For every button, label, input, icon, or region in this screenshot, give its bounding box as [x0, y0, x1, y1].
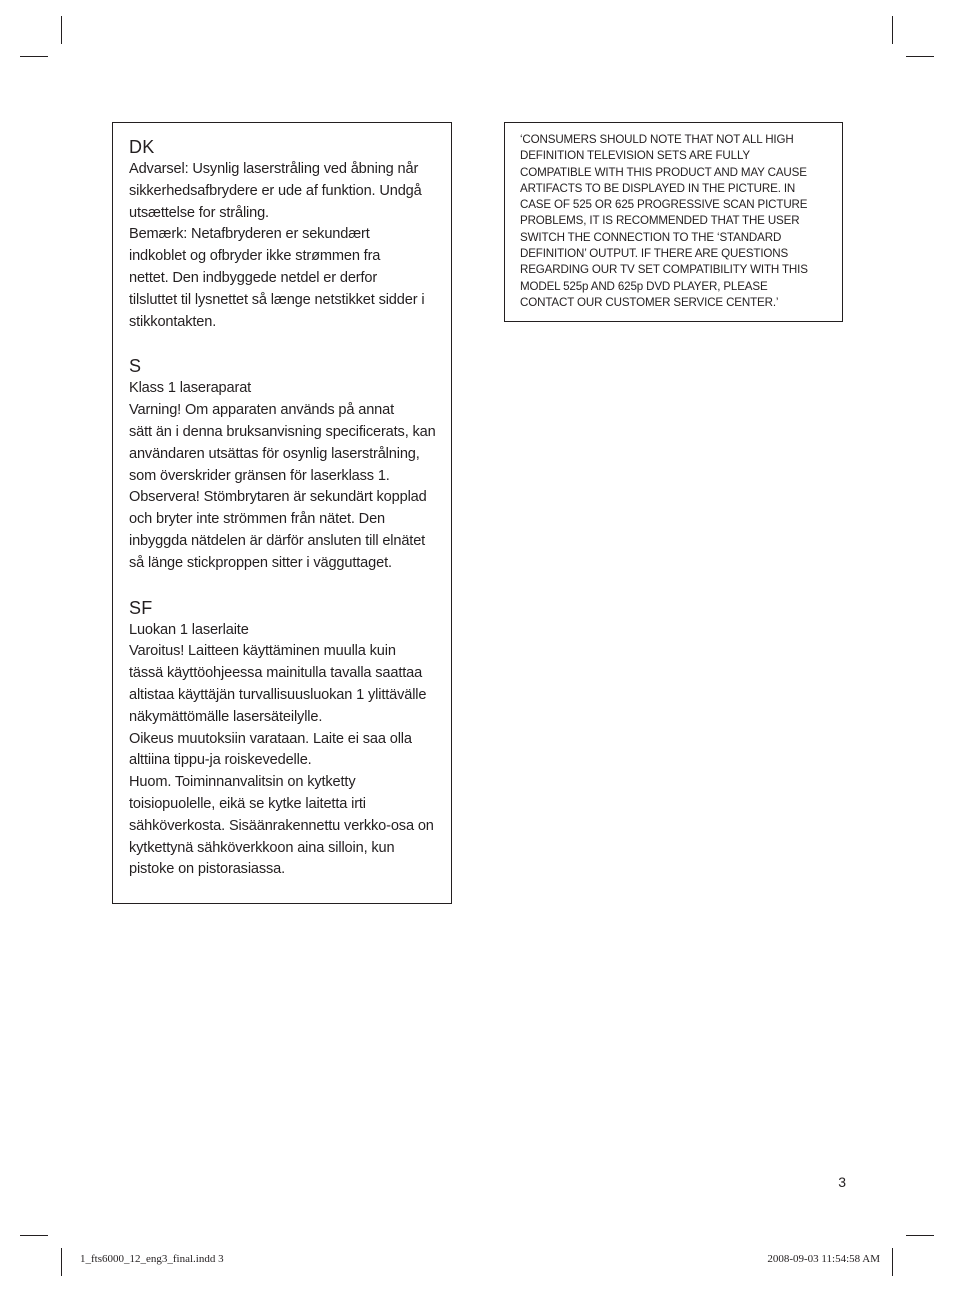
warning-section-s: [129, 354, 441, 574]
section-line: Varoitus! Laitteen käyttäminen muulla kuin: [129, 643, 396, 660]
section-line: sätt än i denna bruksanvisning specificerats, kan: [129, 423, 436, 440]
crop-mark-top-right-horizontal: [906, 56, 934, 57]
footer-timestamp: 2008-09-03 11:54:58 AM: [767, 1253, 880, 1265]
section-line: indkoblet og ofbryder ikke strømmen fra: [129, 248, 381, 265]
notice-line: REGARDING OUR TV SET COMPATIBILITY WITH THIS: [520, 263, 808, 277]
section-line: tilsluttet til lysnettet så længe netstikket sidder i: [129, 291, 425, 308]
page-number: 3: [838, 1174, 846, 1190]
crop-mark-top-right-vertical: [892, 16, 893, 44]
section-line: Advarsel: Usynlig laserstråling ved åbning når: [129, 161, 419, 177]
notice-line: CASE OF 525 OR 625 PROGRESSIVE SCAN PICTURE: [520, 198, 808, 212]
footer-filename: 1_fts6000_12_eng3_final.indd 3: [80, 1253, 224, 1265]
section-line: stikkontakten.: [129, 313, 217, 330]
section-line: Bemærk: Netafbryderen er sekundært: [129, 226, 370, 243]
section-line: altistaa käyttäjän turvallisuusluokan 1 ylittävälle: [129, 686, 427, 703]
warning-section-dk: [129, 135, 441, 333]
section-heading: DK: [129, 137, 155, 157]
section-line: tässä käyttöohjeessa mainitulla tavalla saattaa: [129, 665, 423, 682]
notice-line: SWITCH THE CONNECTION TO THE ‘STANDARD: [520, 230, 782, 244]
section-heading: S: [129, 356, 142, 377]
section-line: Oikeus muutoksiin varataan. Laite ei saa olla: [129, 730, 412, 747]
crop-mark-bottom-left-horizontal: [20, 1235, 48, 1236]
section-line: och bryter inte strömmen från nätet. Den: [129, 511, 385, 528]
warning-section-sf: [129, 596, 441, 882]
section-line: Klass 1 laseraparat: [129, 380, 252, 397]
section-line: pistoke on pistorasiassa.: [129, 861, 286, 878]
section-heading: SF: [129, 597, 153, 618]
crop-mark-top-left-horizontal: [20, 56, 48, 57]
section-line: sähköverkosta. Sisäänrakennettu verkko-osa on: [129, 817, 434, 834]
crop-mark-bottom-right-vertical: [892, 1248, 893, 1276]
section-line: som överskrider gränsen för laserklass 1.: [129, 467, 390, 484]
laser-warning-box: [112, 122, 452, 904]
section-line: Observera! Stömbrytaren är sekundärt kopplad: [129, 489, 427, 506]
hdtv-compatibility-notice: [504, 122, 843, 322]
section-line: så länge stickproppen sitter i vägguttaget.: [129, 554, 392, 571]
notice-line: ‘CONSUMERS SHOULD NOTE THAT NOT ALL HIGH: [520, 133, 794, 146]
section-line: Luokan 1 laserlaite: [129, 621, 249, 638]
notice-line: DEFINITION’ OUTPUT. IF THERE ARE QUESTIONS: [520, 247, 789, 261]
section-line: alttiina tippu-ja roiskevedelle.: [129, 752, 312, 769]
crop-mark-bottom-left-vertical: [61, 1248, 62, 1276]
section-line: utsættelse for stråling.: [129, 204, 269, 221]
section-line: kytkettynä sähköverkkoon aina silloin, kun: [129, 839, 395, 856]
section-line: Huom. Toiminnanvalitsin on kytketty: [129, 774, 356, 791]
notice-line: CONTACT OUR CUSTOMER SERVICE CENTER.’: [520, 295, 779, 309]
section-line: näkymättömälle lasersäteilylle.: [129, 708, 323, 725]
crop-mark-bottom-right-horizontal: [906, 1235, 934, 1236]
notice-line: PROBLEMS, IT IS RECOMMENDED THAT THE USER: [520, 214, 800, 228]
section-line: inbyggda nätdelen är därför ansluten till elnätet: [129, 532, 426, 549]
section-line: sikkerhedsafbrydere er ude af funktion. Undgå: [129, 182, 422, 199]
notice-line: MODEL 525p AND 625p DVD PLAYER, PLEASE: [520, 279, 768, 293]
section-line: toisiopuolelle, eikä se kytke laitetta irti: [129, 795, 366, 812]
section-line: nettet. Den indbyggede netdel er derfor: [129, 269, 378, 286]
notice-line: DEFINITION TELEVISION SETS ARE FULLY: [520, 149, 750, 163]
section-line: användaren utsättas för osynlig laserstrålning,: [129, 445, 420, 462]
crop-mark-top-left-vertical: [61, 16, 62, 44]
notice-line: ARTIFACTS TO BE DISPLAYED IN THE PICTURE. IN: [520, 181, 796, 195]
section-line: Varning! Om apparaten används på annat: [129, 402, 395, 419]
notice-line: COMPATIBLE WITH THIS PRODUCT AND MAY CAUSE: [520, 165, 807, 179]
